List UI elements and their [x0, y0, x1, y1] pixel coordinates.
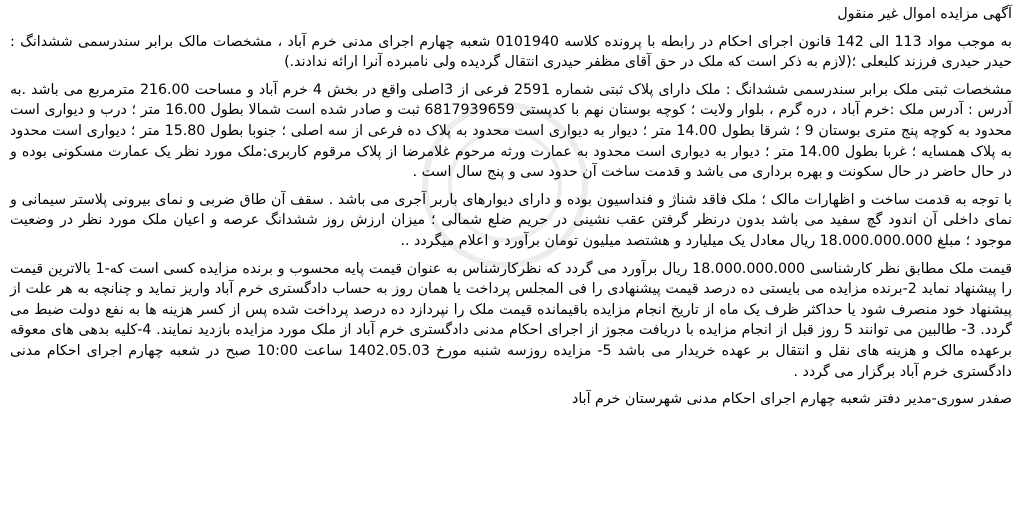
owner-paragraph: به موجب مواد 113 الی 142 قانون اجرای احکام در رابطه با پرونده کلاسه 0101940 شعبه چهارم اجرای مدنی خرم آباد ، مشخصات مالک برابر سندرسمی ششدانگ : حیدر حیدری فرزند کلبعلی ؛(لازم به ذکر است که ملک در حق آقای مظفر حیدری انتقال گردیده ولی نامبرده آنرا ارائه ندادند.)	[10, 33, 1012, 71]
auction-notice	[10, 4, 1012, 410]
notice-title: آگهی مزایده اموال غیر منقول	[837, 6, 1012, 22]
signature-line: صفدر سوری-مدیر دفتر شعبه چهارم اجرای احکام مدنی شهرستان خرم آباد	[572, 391, 1012, 408]
valuation-paragraph: با توجه به قدمت ساخت و اظهارات مالک ؛ ملک فاقد شناژ و فنداسیون بوده و دارای دیوارهای باربر آجری می باشد . سقف آن طاق ضربی و نمای بیرونی پلاستر سیمانی و نمای داخلی آن اندود گچ سفید می باشد بدون درنظر گرفتن عقب نشینی در حریم ضلع شمالی ؛ میزان ارزش روز ششدانگ عرصه و اعیان ملک مورد نظر در وضعیت موجود ؛ مبلغ 18.000.000.000 ریال معادل یک میلیارد و هشتصد میلیون تومان برآورد و اعلام میگردد ..	[10, 191, 1012, 249]
auction-terms-paragraph: قیمت ملک مطابق نظر کارشناسی 18.000.000.000 ریال برآورد می گردد که نظرکارشناس به عنوان قیمت پایه محسوب و برنده مزایده کسی است که-1 بالاترین قیمت را پیشنهاد نماید 2-برنده مزایده می بایستی ده درصد قیمت پیشنهادی را فی المجلس پرداخت یا همان روز به حساب دادگستری خرم آباد واریز نماید و چنانچه به هر علت از پیشنهاد خود منصرف شود یا حداکثر ظرف یک ماه از تاریخ انجام مزایده باقیمانده قیمت ملک را نپردازد ده درصد پرداخت شده پس از کسر هزینه ها به نفع دولت ضبط می گردد. 3- طالبین می توانند 5 روز قبل از انجام مزایده با دریافت مجوز از اجرای احکام مدنی دادگستری خرم آباد از ملک مورد مزایده بازدید نمایند. 4-کلیه بدهی های معوقه برعهده مالک و هزینه های نقل و انتقال بر عهده خریدار می باشد 5- مزایده روزسه شنبه مورخ 1402.05.03 ساعت 10:00 صبح در شعبه چهارم اجرای احکام مدنی دادگستری خرم آباد برگزار می گردد .	[10, 260, 1013, 380]
property-registration-paragraph: مشخصات ثبتی ملک برابر سندرسمی ششدانگ : ملک دارای پلاک ثبتی شماره 2591 فرعی از 3اصلی واقع در بخش 4 خرم آباد و مساحت 216.00 مترمربع می باشد .به آدرس : آدرس ملک :خرم آباد ، دره گرم ، بلوار ولایت ؛ کوچه بوستان نهم با کدپستی 6817939659 ثبت و صادر شده است شمالا بطول 16.00 متر ؛ درب و دیواری است محدود به کوچه پنج متری بوستان 9 ؛ شرقا بطول 14.00 متر ؛ دیوار به دیواری است محدود به پلاک ده فرعی از سه اصلی ؛ جنوبا بطول 15.80 متر ؛ دیواری است محدود به پلاک همسایه ؛ غربا بطول 14.00 متر ؛ دیوار به دیواری است محدود به عمارت ورثه مرحوم غلامرضا از پلاک مرقوم کاربری:ملک مورد نظر یک عمارت مسکونی بوده و در حال حاضر در حال سکونت و بهره برداری می باشد و قدمت ساخت آن حدود سی و پنج سال است .	[10, 81, 1013, 181]
